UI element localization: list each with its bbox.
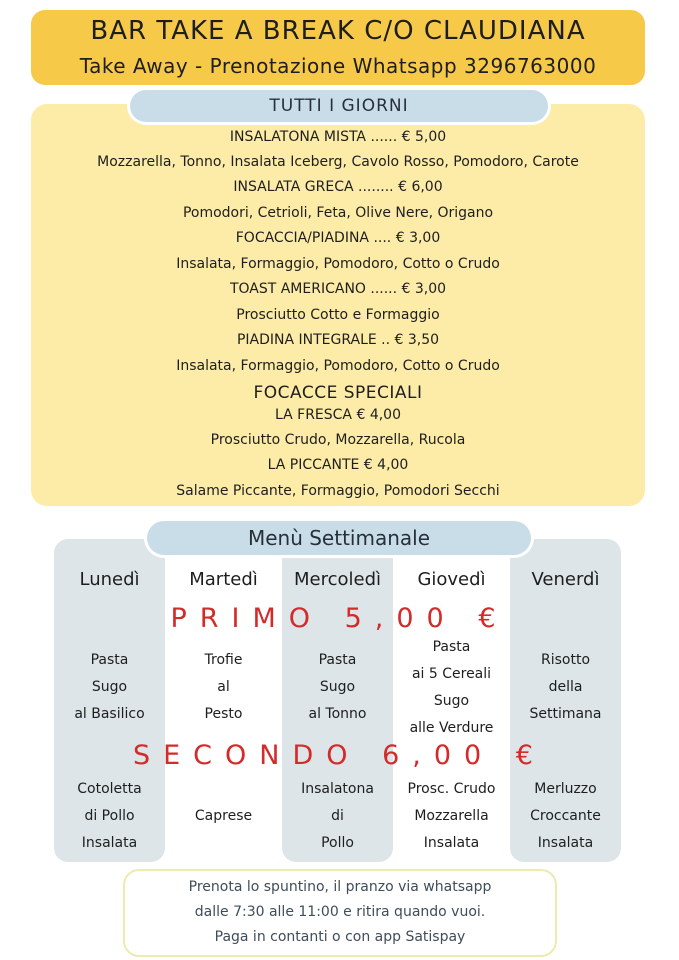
menu-desc: Salame Piccante, Formaggio, Pomodori Secchi <box>176 483 500 499</box>
day-column-martedi <box>168 539 279 862</box>
day-column-lunedi <box>54 539 165 862</box>
secondo-line: di Pollo <box>84 808 135 824</box>
footer-line: Prenota lo spuntino, il pranzo via whatsapp <box>188 879 492 895</box>
menu-desc: Insalata, Formaggio, Pomodoro, Cotto o Crudo <box>176 256 500 272</box>
primo-line: Sugo <box>433 693 470 709</box>
primo-line: ai 5 Cereali <box>411 666 492 682</box>
header-banner <box>31 10 645 85</box>
weekly-heading: Menù Settimanale <box>147 521 531 555</box>
primo-line: al Basilico <box>74 706 145 722</box>
menu-item: LA PICCANTE € 4,00 <box>267 457 409 473</box>
menu-item: LA FRESCA € 4,00 <box>275 407 401 423</box>
secondo-price-banner: SECONDO 6,00 € <box>132 740 546 771</box>
menu-desc: Mozzarella, Tonno, Insalata Iceberg, Cavolo Rosso, Pomodoro, Carote <box>97 154 579 170</box>
day-column-mercoledi <box>282 539 393 862</box>
footer-line: dalle 7:30 alle 11:00 e ritira quando vuoi. <box>194 904 486 920</box>
day-column-giovedi <box>396 539 507 862</box>
primo-line: Pesto <box>204 706 243 722</box>
day-name: Giovedì <box>417 569 486 590</box>
day-name: Lunedì <box>79 569 140 590</box>
day-name: Martedì <box>189 569 258 590</box>
primo-line: Pasta <box>432 639 471 655</box>
secondo-line: Insalata <box>537 835 594 851</box>
secondo-line: Cotoletta <box>77 781 142 797</box>
primo-line: al <box>217 679 230 695</box>
primo-line: Risotto <box>540 652 591 668</box>
day-name: Mercoledì <box>293 569 382 590</box>
primo-line: Pasta <box>318 652 357 668</box>
menu-item: PIADINA INTEGRALE .. € 3,50 <box>236 332 440 348</box>
menu-desc: Prosciutto Cotto e Formaggio <box>236 307 440 323</box>
bar-title: BAR TAKE A BREAK C/O CLAUDIANA <box>90 16 586 46</box>
booking-info-box <box>123 869 557 957</box>
primo-line: Pasta <box>90 652 129 668</box>
secondo-line: Prosc. Crudo <box>407 781 496 797</box>
primo-line: della <box>548 679 583 695</box>
secondo-line: Merluzzo <box>534 781 597 797</box>
menu-item: FOCACCIA/PIADINA .... € 3,00 <box>235 230 441 246</box>
secondo-line: Insalata <box>423 835 480 851</box>
primo-line: Trofie <box>204 652 243 668</box>
primo-line: alle Verdure <box>409 720 494 736</box>
primo-line: Sugo <box>91 679 128 695</box>
day-column-venerdi <box>510 539 621 862</box>
secondo-line: Pollo <box>321 835 354 851</box>
day-name: Venerdì <box>531 569 600 590</box>
secondo-line: Insalata <box>81 835 138 851</box>
secondo-line: Croccante <box>530 808 601 824</box>
special-heading: FOCACCE SPECIALI <box>253 383 423 403</box>
bar-subtitle: Take Away - Prenotazione Whatsapp 3296763000 <box>79 54 597 78</box>
secondo-line: Insalatona <box>301 781 374 797</box>
secondo-line: Mozzarella <box>414 808 489 824</box>
menu-desc: Prosciutto Crudo, Mozzarella, Rucola <box>210 432 466 448</box>
menu-item: INSALATONA MISTA ...... € 5,00 <box>229 129 447 145</box>
menu-item: TOAST AMERICANO ...... € 3,00 <box>229 281 447 297</box>
menu-desc: Pomodori, Cetrioli, Feta, Olive Nere, Origano <box>182 205 494 221</box>
menu-item: INSALATA GRECA ........ € 6,00 <box>233 179 443 195</box>
primo-line: al Tonno <box>308 706 367 722</box>
primo-line: Sugo <box>319 679 356 695</box>
secondo-line: Caprese <box>194 808 253 824</box>
primo-line: Settimana <box>529 706 602 722</box>
menu-desc: Insalata, Formaggio, Pomodoro, Cotto o Crudo <box>176 358 500 374</box>
footer-line: Paga in contanti o con app Satispay <box>214 929 466 945</box>
primo-price-banner: PRIMO 5,00 € <box>170 603 509 634</box>
secondo-line: di <box>331 808 344 824</box>
everyday-heading: TUTTI I GIORNI <box>130 90 548 122</box>
